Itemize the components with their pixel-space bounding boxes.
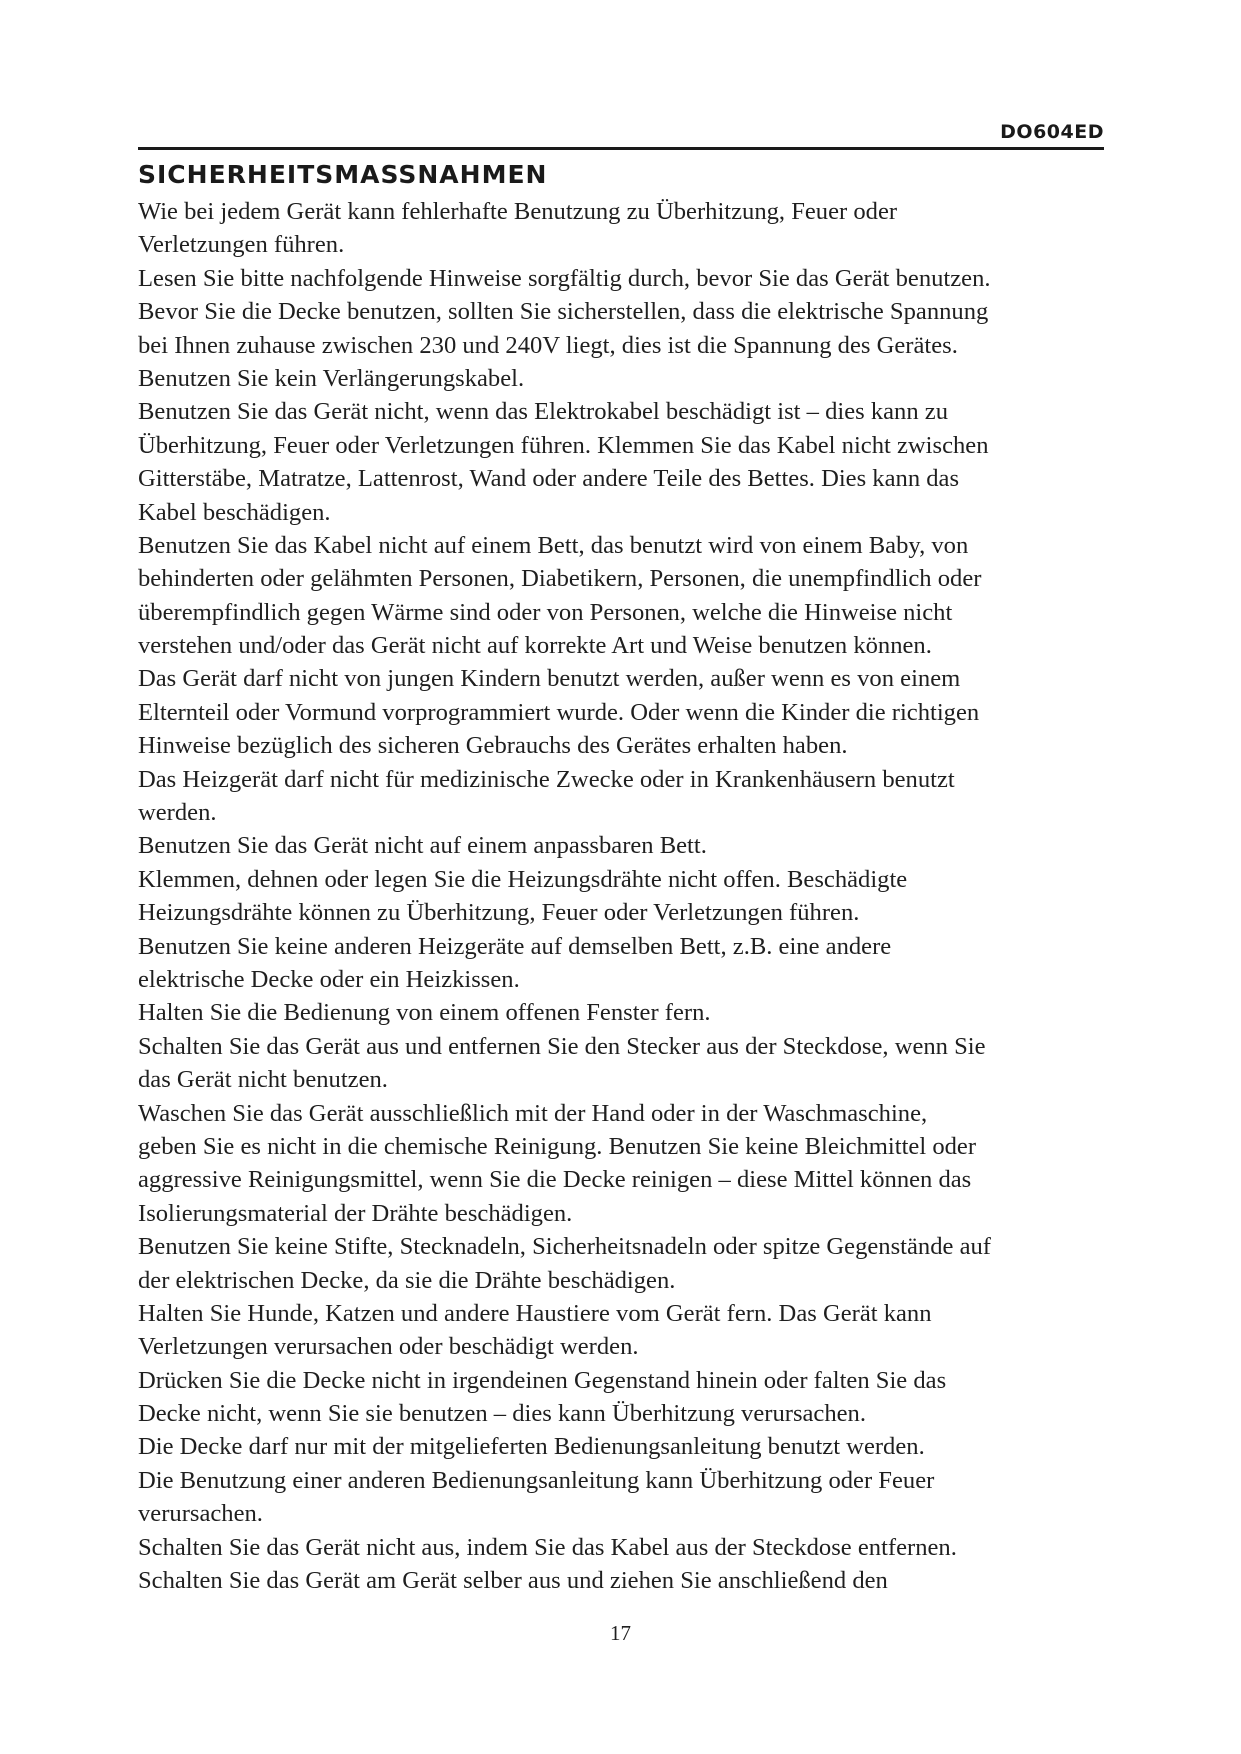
text-line: Schalten Sie das Gerät aus und entfernen Sie den Stecker aus der Steckdose, wenn Sie: [138, 1032, 986, 1060]
text-line: Heizungsdrähte können zu Überhitzung, Feuer oder Verletzungen führen.: [138, 899, 860, 927]
text-line: Waschen Sie das Gerät ausschließlich mit der Hand oder in der Waschmaschine,: [138, 1099, 928, 1127]
text-line: behinderten oder gelähmten Personen, Diabetikern, Personen, die unempfindlich oder: [138, 565, 982, 593]
text-line: Benutzen Sie kein Verlängerungskabel.: [138, 364, 525, 392]
text-line: das Gerät nicht benutzen.: [138, 1066, 388, 1094]
page-number: 17: [610, 1621, 631, 1645]
text-line: Hinweise bezüglich des sicheren Gebrauchs des Gerätes erhalten haben.: [138, 732, 848, 760]
text-line: Schalten Sie das Gerät am Gerät selber aus und ziehen Sie anschließend den: [138, 1567, 888, 1595]
text-line: aggressive Reinigungsmittel, wenn Sie die Decke reinigen – diese Mittel können das: [138, 1166, 972, 1194]
text-line: überempfindlich gegen Wärme sind oder von Personen, welche die Hinweise nicht: [138, 598, 953, 626]
text-line: bei Ihnen zuhause zwischen 230 und 240V liegt, dies ist die Spannung des Gerätes.: [138, 331, 958, 359]
text-line: geben Sie es nicht in die chemische Reinigung. Benutzen Sie keine Bleichmittel oder: [138, 1132, 977, 1160]
header-rule: [138, 147, 1104, 150]
text-line: Bevor Sie die Decke benutzen, sollten Sie sicherstellen, dass die elektrische Spannung: [138, 298, 989, 326]
text-line: Decke nicht, wenn Sie sie benutzen – dies kann Überhitzung verursachen.: [138, 1400, 867, 1428]
text-line: verstehen und/oder das Gerät nicht auf korrekte Art und Weise benutzen können.: [138, 632, 932, 660]
text-line: elektrische Decke oder ein Heizkissen.: [138, 965, 520, 993]
text-line: Die Decke darf nur mit der mitgelieferten Bedienungsanleitung benutzt werden.: [138, 1433, 925, 1461]
text-line: Verletzungen verursachen oder beschädigt werden.: [138, 1333, 639, 1361]
text-line: Isolierungsmaterial der Drähte beschädigen.: [138, 1199, 573, 1227]
text-line: Gitterstäbe, Matratze, Lattenrost, Wand oder andere Teile des Bettes. Dies kann das: [138, 465, 960, 493]
text-line: verursachen.: [138, 1500, 263, 1528]
text-line: Benutzen Sie das Gerät nicht auf einem anpassbaren Bett.: [138, 832, 707, 860]
body-text: [138, 195, 1118, 1597]
text-line: Kabel beschädigen.: [138, 498, 331, 526]
text-line: Wie bei jedem Gerät kann fehlerhafte Benutzung zu Überhitzung, Feuer oder: [138, 198, 898, 225]
text-line: Elternteil oder Vormund vorprogrammiert wurde. Oder wenn die Kinder die richtigen: [138, 698, 980, 726]
text-line: Halten Sie Hunde, Katzen und andere Haustiere vom Gerät fern. Das Gerät kann: [138, 1299, 932, 1327]
model-number: DO604ED: [1000, 121, 1104, 143]
text-line: Benutzen Sie das Kabel nicht auf einem Bett, das benutzt wird von einem Baby, von: [138, 531, 969, 559]
text-line: Schalten Sie das Gerät nicht aus, indem Sie das Kabel aus der Steckdose entfernen.: [138, 1533, 957, 1561]
text-line: der elektrischen Decke, da sie die Drähte beschädigen.: [138, 1266, 676, 1294]
text-line: Überhitzung, Feuer oder Verletzungen führen. Klemmen Sie das Kabel nicht zwischen: [138, 431, 989, 459]
text-line: Benutzen Sie keine Stifte, Stecknadeln, Sicherheitsnadeln oder spitze Gegenstände auf: [138, 1233, 991, 1261]
section-heading: SICHERHEITSMASSNAHMEN: [138, 160, 548, 189]
text-line: Klemmen, dehnen oder legen Sie die Heizungsdrähte nicht offen. Beschädigte: [138, 865, 908, 893]
text-line: Das Heizgerät darf nicht für medizinische Zwecke oder in Krankenhäusern benutzt: [138, 765, 955, 793]
text-line: Lesen Sie bitte nachfolgende Hinweise sorgfältig durch, bevor Sie das Gerät benutzen.: [138, 264, 991, 292]
text-line: Benutzen Sie keine anderen Heizgeräte auf demselben Bett, z.B. eine andere: [138, 932, 892, 960]
text-line: Die Benutzung einer anderen Bedienungsanleitung kann Überhitzung oder Feuer: [138, 1466, 935, 1494]
text-line: Benutzen Sie das Gerät nicht, wenn das Elektrokabel beschädigt ist – dies kann zu: [138, 398, 948, 426]
text-line: Das Gerät darf nicht von jungen Kindern benutzt werden, außer wenn es von einem: [138, 665, 961, 693]
text-line: Verletzungen führen.: [138, 231, 345, 259]
text-line: Drücken Sie die Decke nicht in irgendeinen Gegenstand hinein oder falten Sie das: [138, 1366, 947, 1394]
text-line: werden.: [138, 799, 217, 827]
text-line: Halten Sie die Bedienung von einem offenen Fenster fern.: [138, 999, 711, 1027]
